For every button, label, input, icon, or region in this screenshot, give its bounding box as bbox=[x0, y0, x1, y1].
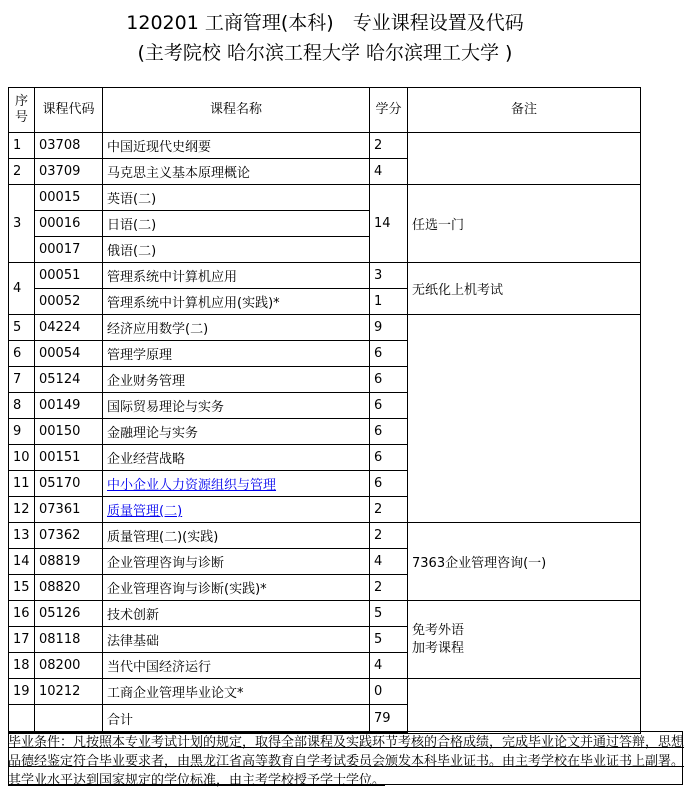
code-cell: 05124 bbox=[35, 367, 103, 393]
name-cell: 国际贸易理论与实务 bbox=[103, 393, 370, 419]
credit-cell: 3 bbox=[370, 263, 408, 289]
name-cell bbox=[103, 497, 370, 523]
code-cell: 00052 bbox=[35, 289, 103, 315]
graduation-conditions bbox=[8, 733, 684, 790]
credit-cell: 5 bbox=[370, 601, 408, 627]
code-cell: 00150 bbox=[35, 419, 103, 445]
code-cell: 00151 bbox=[35, 445, 103, 471]
code-cell: 00051 bbox=[35, 263, 103, 289]
course-table bbox=[8, 87, 641, 734]
credit-cell: 4 bbox=[370, 653, 408, 679]
credit-cell: 6 bbox=[370, 471, 408, 497]
credit-cell: 6 bbox=[370, 341, 408, 367]
seq-cell: 10 bbox=[9, 445, 35, 471]
table-row bbox=[9, 523, 641, 549]
table-row bbox=[9, 263, 641, 289]
credit-cell: 1 bbox=[370, 289, 408, 315]
name-cell: 经济应用数学(二) bbox=[103, 315, 370, 341]
code-cell: 00016 bbox=[35, 211, 103, 237]
name-cell: 中国近现代史纲要 bbox=[103, 133, 370, 159]
total-label: 合计 bbox=[103, 705, 370, 734]
seq-cell: 1 bbox=[9, 133, 35, 159]
table-row bbox=[9, 133, 641, 159]
name-cell: 法律基础 bbox=[103, 627, 370, 653]
name-cell: 俄语(二) bbox=[103, 237, 370, 263]
name-cell: 当代中国经济运行 bbox=[103, 653, 370, 679]
name-cell: 企业管理咨询与诊断(实践)* bbox=[103, 575, 370, 601]
seq-cell: 3 bbox=[9, 185, 35, 263]
credit-cell: 6 bbox=[370, 445, 408, 471]
name-cell: 管理系统中计算机应用(实践)* bbox=[103, 289, 370, 315]
seq-cell: 19 bbox=[9, 679, 35, 705]
seq-cell: 17 bbox=[9, 627, 35, 653]
credit-cell: 6 bbox=[370, 393, 408, 419]
name-cell: 管理系统中计算机应用 bbox=[103, 263, 370, 289]
code-cell: 10212 bbox=[35, 679, 103, 705]
column-header-seq: 序号 bbox=[9, 88, 35, 133]
code-cell: 03709 bbox=[35, 159, 103, 185]
graduation-conditions-text: 毕业条件：凡按照本专业考试计划的规定，取得全部课程及实践环节考核的合格成绩，完成毕业论文并通过答辩，思想品德经鉴定符合毕业要求者，由黑龙江省高等教育自学考试委员会颁发本科毕业证书。由主考学校在毕业证书上副署。其学业水平达到国家规定的学位标准，由主考学校授予学士学位。 bbox=[8, 735, 685, 788]
credit-cell: 2 bbox=[370, 575, 408, 601]
credit-cell: 5 bbox=[370, 627, 408, 653]
column-header-name: 课程名称 bbox=[103, 88, 370, 133]
note-cell: 7363企业管理咨询(一) bbox=[408, 523, 641, 601]
code-cell: 08819 bbox=[35, 549, 103, 575]
seq-cell: 2 bbox=[9, 159, 35, 185]
note-cell: 免考外语 加考课程 bbox=[408, 601, 641, 679]
table-header-row bbox=[9, 88, 641, 133]
seq-cell: 16 bbox=[9, 601, 35, 627]
code-cell: 07361 bbox=[35, 497, 103, 523]
name-cell: 技术创新 bbox=[103, 601, 370, 627]
name-cell: 马克思主义基本原理概论 bbox=[103, 159, 370, 185]
note-cell: 任选一门 bbox=[408, 185, 641, 263]
name-cell: 英语(二) bbox=[103, 185, 370, 211]
table-row bbox=[9, 679, 641, 705]
course-link-quality-management[interactable]: 质量管理(二) bbox=[107, 504, 183, 519]
page-title: 120201 工商管理(本科) 专业课程设置及代码 bbox=[126, 12, 524, 34]
seq-cell: 11 bbox=[9, 471, 35, 497]
seq-cell: 18 bbox=[9, 653, 35, 679]
name-cell: 企业经营战略 bbox=[103, 445, 370, 471]
page-subtitle: (主考院校 哈尔滨工程大学 哈尔滨理工大学 ) bbox=[137, 42, 513, 64]
seq-cell: 13 bbox=[9, 523, 35, 549]
credit-cell: 2 bbox=[370, 133, 408, 159]
credit-cell: 4 bbox=[370, 159, 408, 185]
name-cell: 管理学原理 bbox=[103, 341, 370, 367]
code-cell: 05126 bbox=[35, 601, 103, 627]
code-cell: 08200 bbox=[35, 653, 103, 679]
total-credit: 79 bbox=[370, 705, 408, 734]
credit-cell: 4 bbox=[370, 549, 408, 575]
table-row bbox=[9, 185, 641, 211]
code-cell: 05170 bbox=[35, 471, 103, 497]
code-cell: 00054 bbox=[35, 341, 103, 367]
note-cell bbox=[408, 315, 641, 523]
seq-cell: 14 bbox=[9, 549, 35, 575]
table-row bbox=[9, 601, 641, 627]
seq-cell: 12 bbox=[9, 497, 35, 523]
seq-cell: 15 bbox=[9, 575, 35, 601]
code-cell: 00015 bbox=[35, 185, 103, 211]
column-header-credit: 学分 bbox=[370, 88, 408, 133]
name-cell: 金融理论与实务 bbox=[103, 419, 370, 445]
code-cell: 08820 bbox=[35, 575, 103, 601]
code-cell: 04224 bbox=[35, 315, 103, 341]
code-cell: 00017 bbox=[35, 237, 103, 263]
name-cell bbox=[103, 471, 370, 497]
code-cell: 08118 bbox=[35, 627, 103, 653]
credit-cell: 0 bbox=[370, 679, 408, 705]
seq-cell: 8 bbox=[9, 393, 35, 419]
name-cell: 工商企业管理毕业论文* bbox=[103, 679, 370, 705]
note-cell bbox=[408, 133, 641, 185]
seq-cell: 7 bbox=[9, 367, 35, 393]
credit-cell: 2 bbox=[370, 523, 408, 549]
note-cell: 无纸化上机考试 bbox=[408, 263, 641, 315]
name-cell: 企业管理咨询与诊断 bbox=[103, 549, 370, 575]
note-cell bbox=[408, 679, 641, 734]
name-cell: 企业财务管理 bbox=[103, 367, 370, 393]
code-cell bbox=[35, 705, 103, 734]
seq-cell: 9 bbox=[9, 419, 35, 445]
seq-cell bbox=[9, 705, 35, 734]
name-cell: 质量管理(二)(实践) bbox=[103, 523, 370, 549]
seq-cell: 4 bbox=[9, 263, 35, 315]
seq-cell: 6 bbox=[9, 341, 35, 367]
code-cell: 00149 bbox=[35, 393, 103, 419]
code-cell: 03708 bbox=[35, 133, 103, 159]
credit-cell: 9 bbox=[370, 315, 408, 341]
credit-cell: 2 bbox=[370, 497, 408, 523]
code-cell: 07362 bbox=[35, 523, 103, 549]
table-row bbox=[9, 315, 641, 341]
course-link-hr-management[interactable]: 中小企业人力资源组织与管理 bbox=[107, 478, 277, 493]
column-header-code: 课程代码 bbox=[35, 88, 103, 133]
name-cell: 日语(二) bbox=[103, 211, 370, 237]
seq-cell: 5 bbox=[9, 315, 35, 341]
credit-cell: 6 bbox=[370, 419, 408, 445]
column-header-note: 备注 bbox=[408, 88, 641, 133]
credit-cell: 6 bbox=[370, 367, 408, 393]
credit-cell: 14 bbox=[370, 185, 408, 263]
